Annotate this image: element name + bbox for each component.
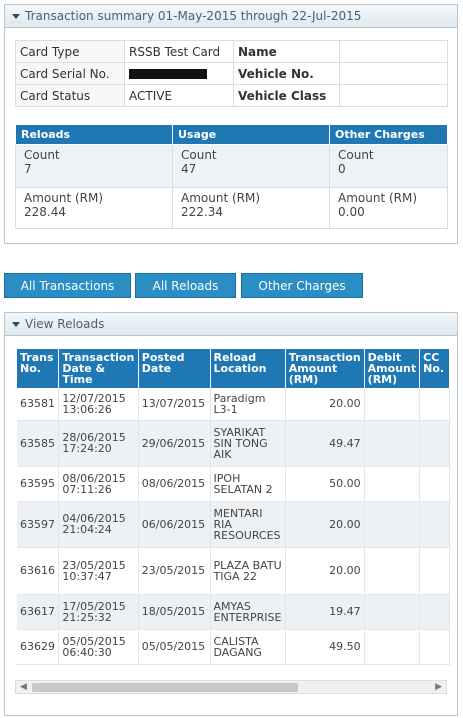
trans-no-cell: 63629 <box>17 629 59 664</box>
amount-cell: 20.00 <box>285 547 364 594</box>
table-row[interactable] <box>17 594 450 629</box>
cc-cell <box>420 501 450 547</box>
amount-cell: 49.50 <box>285 629 364 664</box>
col-posted-date[interactable]: Posted Date <box>138 349 210 388</box>
reloads-table <box>17 349 450 665</box>
col-transaction-datetime[interactable]: Transaction Date & Time <box>59 349 138 388</box>
summary-title: Transaction summary 01-May-2015 through 22-Jul-2015 <box>25 9 362 23</box>
location-cell: CALISTA DAGANG <box>210 629 285 664</box>
trans-no-cell: 63617 <box>17 594 59 629</box>
vehicle-class-value <box>340 85 448 107</box>
reloads-count: 7 <box>24 162 32 176</box>
amount-cell: 20.00 <box>285 388 364 420</box>
redacted-serial <box>129 69 207 79</box>
col-debit-amount[interactable]: Debit Amount (RM) <box>364 349 419 388</box>
reloads-grid-viewport <box>17 349 450 693</box>
trans-no-cell: 63585 <box>17 420 59 466</box>
datetime-cell: 28/06/2015 17:24:20 <box>59 420 138 466</box>
location-cell: PLAZA BATU TIGA 22 <box>210 547 285 594</box>
posted-date-cell: 29/06/2015 <box>138 420 210 466</box>
trans-no-cell: 63581 <box>17 388 59 420</box>
amount-cell: 49.47 <box>285 420 364 466</box>
posted-date-cell: 05/05/2015 <box>138 629 210 664</box>
other-count-cell <box>330 145 448 188</box>
posted-date-cell: 13/07/2015 <box>138 388 210 420</box>
datetime-cell: 05/05/2015 06:40:30 <box>59 629 138 664</box>
usage-count-cell <box>173 145 330 188</box>
other-charges-button[interactable]: Other Charges <box>241 273 363 298</box>
count-label: Count <box>181 148 217 162</box>
reloads-amount: 228.44 <box>24 205 66 219</box>
scroll-left-arrow-icon[interactable]: ◀ <box>20 682 27 692</box>
table-row[interactable] <box>17 629 450 664</box>
debit-cell <box>364 466 419 501</box>
other-count: 0 <box>338 162 346 176</box>
cc-cell <box>420 629 450 664</box>
debit-cell <box>364 594 419 629</box>
debit-cell <box>364 547 419 594</box>
datetime-cell: 04/06/2015 21:04:24 <box>59 501 138 547</box>
amount-cell: 50.00 <box>285 466 364 501</box>
cc-cell <box>420 594 450 629</box>
trans-no-cell: 63616 <box>17 547 59 594</box>
posted-date-cell: 08/06/2015 <box>138 466 210 501</box>
reloads-panel-header[interactable] <box>5 313 457 336</box>
amount-cell: 19.47 <box>285 594 364 629</box>
table-row[interactable] <box>17 547 450 594</box>
debit-cell <box>364 629 419 664</box>
vehicle-class-label: Vehicle Class <box>234 85 340 107</box>
usage-header: Usage <box>173 125 330 145</box>
cc-cell <box>420 466 450 501</box>
amount-label: Amount (RM) <box>24 191 104 205</box>
location-cell: IPOH SELATAN 2 <box>210 466 285 501</box>
table-row[interactable] <box>17 466 450 501</box>
datetime-cell: 12/07/2015 13:06:26 <box>59 388 138 420</box>
usage-amount-cell <box>173 188 330 229</box>
trans-no-cell: 63595 <box>17 466 59 501</box>
card-status-value: ACTIVE <box>125 85 234 107</box>
count-label: Count <box>338 148 374 162</box>
debit-cell <box>364 388 419 420</box>
card-info-table <box>15 40 448 107</box>
debit-cell <box>364 501 419 547</box>
card-status-label: Card Status <box>16 85 125 107</box>
location-cell: Paradigm L3-1 <box>210 388 285 420</box>
vehicle-no-label: Vehicle No. <box>234 63 340 85</box>
reloads-title: View Reloads <box>25 317 105 331</box>
table-row[interactable] <box>17 501 450 547</box>
vehicle-no-value <box>340 63 448 85</box>
collapse-caret-icon[interactable] <box>12 14 20 19</box>
summary-panel-header[interactable] <box>5 5 457 28</box>
other-amount: 0.00 <box>338 205 365 219</box>
card-type-value: RSSB Test Card <box>125 41 234 63</box>
reloads-count-cell <box>16 145 173 188</box>
location-cell: MENTARI RIA RESOURCES <box>210 501 285 547</box>
all-transactions-button[interactable]: All Transactions <box>4 273 131 298</box>
card-serial-value <box>125 63 234 85</box>
trans-no-cell: 63597 <box>17 501 59 547</box>
usage-amount: 222.34 <box>181 205 223 219</box>
name-value <box>340 41 448 63</box>
totals-table <box>15 124 448 229</box>
datetime-cell: 23/05/2015 10:37:47 <box>59 547 138 594</box>
scroll-right-arrow-icon[interactable]: ▶ <box>435 682 442 692</box>
all-reloads-button[interactable]: All Reloads <box>135 273 236 298</box>
location-cell: AMYAS ENTERPRISE <box>210 594 285 629</box>
scrollbar-thumb[interactable] <box>32 683 298 692</box>
horizontal-scrollbar[interactable] <box>15 680 447 694</box>
reloads-header: Reloads <box>16 125 173 145</box>
card-type-label: Card Type <box>16 41 125 63</box>
other-charges-header: Other Charges <box>330 125 448 145</box>
posted-date-cell: 18/05/2015 <box>138 594 210 629</box>
cc-cell <box>420 388 450 420</box>
col-transaction-amount[interactable]: Transaction Amount (RM) <box>285 349 364 388</box>
view-reloads-panel <box>4 312 458 716</box>
card-serial-label: Card Serial No. <box>16 63 125 85</box>
posted-date-cell: 06/06/2015 <box>138 501 210 547</box>
usage-count: 47 <box>181 162 197 176</box>
datetime-cell: 17/05/2015 21:25:32 <box>59 594 138 629</box>
location-cell: SYARIKAT SIN TONG AIK <box>210 420 285 466</box>
amount-label: Amount (RM) <box>338 191 418 205</box>
cc-cell <box>420 420 450 466</box>
cc-cell <box>420 547 450 594</box>
datetime-cell: 08/06/2015 07:11:26 <box>59 466 138 501</box>
amount-label: Amount (RM) <box>181 191 261 205</box>
col-reload-location[interactable]: Reload Location <box>210 349 285 388</box>
col-trans-no[interactable]: Trans No. <box>17 349 59 388</box>
table-row[interactable] <box>17 420 450 466</box>
posted-date-cell: 23/05/2015 <box>138 547 210 594</box>
name-label: Name <box>234 41 340 63</box>
amount-cell: 20.00 <box>285 501 364 547</box>
debit-cell <box>364 420 419 466</box>
count-label: Count <box>24 148 60 162</box>
other-amount-cell <box>330 188 448 229</box>
table-row[interactable] <box>17 388 450 420</box>
col-cc-no[interactable]: CC No. <box>420 349 450 388</box>
collapse-caret-icon[interactable] <box>12 322 20 327</box>
reloads-amount-cell <box>16 188 173 229</box>
